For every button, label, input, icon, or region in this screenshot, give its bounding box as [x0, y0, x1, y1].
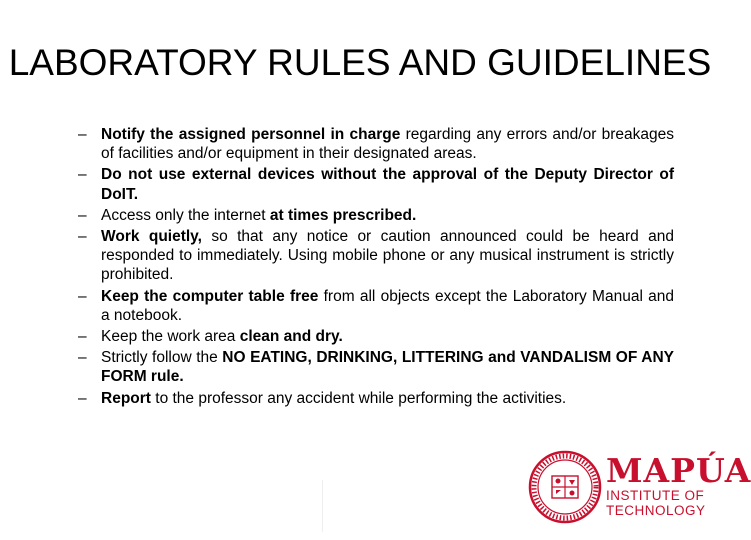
logo-line1: INSTITUTE OF	[606, 488, 705, 503]
bullet-dash: –	[78, 328, 87, 346]
rule-item	[78, 206, 674, 225]
rule-text: Access only the internet	[101, 206, 270, 224]
rule-item	[78, 165, 674, 203]
rule-item	[78, 389, 674, 408]
rule-text-bold: at times prescribed.	[269, 206, 417, 224]
logo-name: MAPÚA	[606, 451, 751, 490]
rule-item	[78, 227, 674, 285]
logo-line2: TECHNOLOGY	[606, 503, 706, 518]
rule-text-bold: NO EATING, DRINKING, LITTERING and VANDALISM OF ANY FORM rule.	[101, 349, 674, 386]
bullet-dash: –	[78, 349, 87, 367]
rule-text: Keep the work area	[101, 328, 240, 346]
bullet-dash: –	[78, 126, 87, 143]
rule-text: regarding any errors and/or breakages of facilities and/or equipment in their designated areas.	[101, 126, 675, 163]
page-title: LABORATORY RULES AND GUIDELINES	[8, 42, 712, 83]
bullet-dash: –	[78, 228, 87, 246]
rule-text: so that any notice or caution announced could be heard and responded to immediately. Using mobile phone or any musical instrument is strictly prohibited.	[101, 228, 674, 284]
rule-item	[78, 287, 674, 325]
rule-item	[78, 327, 674, 346]
rule-text-bold: Work quietly,	[101, 228, 202, 246]
bullet-dash: –	[78, 389, 87, 407]
divider	[322, 480, 323, 532]
rule-item	[78, 125, 674, 163]
rule-text: from all objects except the Laboratory Manual and a notebook.	[101, 287, 674, 324]
rule-text: Strictly follow the	[101, 349, 223, 367]
rule-text-bold: Keep the computer table free	[101, 287, 319, 305]
seal-icon	[528, 450, 602, 524]
bullet-dash: –	[78, 166, 87, 184]
mapua-logo	[528, 450, 751, 530]
rule-text: to the professor any accident while performing the activities.	[150, 389, 567, 407]
rule-item	[78, 348, 674, 386]
rule-text-bold: Report	[101, 389, 151, 407]
rule-text-bold: clean and dry.	[239, 328, 343, 346]
bullet-dash: –	[78, 206, 87, 224]
rule-text-bold: Notify the assigned personnel in charge	[101, 126, 401, 143]
logo-wordmark	[606, 451, 751, 518]
rule-text-bold: Do not use external devices without the approval of the Deputy Director of DoIT.	[101, 166, 674, 203]
bullet-dash: –	[78, 287, 87, 305]
rules-list	[78, 125, 674, 410]
